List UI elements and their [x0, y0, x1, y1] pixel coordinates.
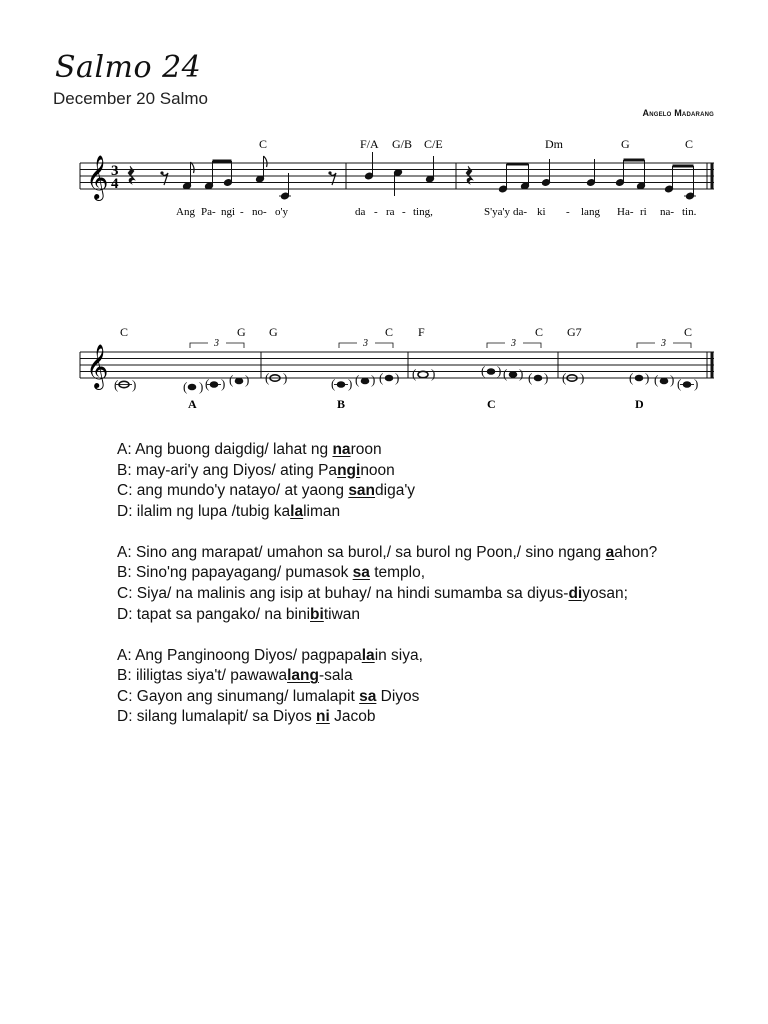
- time-signature: [111, 163, 119, 192]
- svg-text:(: (: [412, 366, 417, 381]
- page-title: Salmo 24: [55, 50, 202, 85]
- verse-line: B: may-ari'y ang Diyos/ ating Panginoon: [117, 461, 395, 479]
- accent-syllable: a: [605, 543, 615, 561]
- lyric-syllable: ra: [386, 206, 395, 218]
- lyric-syllable: S'ya'y: [484, 206, 510, 218]
- svg-text:): ): [348, 376, 353, 391]
- verse-line: C: Siya/ na malinis ang isip at buhay/ na hindi sumamba sa diyus-diyosan;: [117, 584, 628, 602]
- tuplet-brackets: [190, 343, 691, 348]
- lyric-hyphen: -: [566, 206, 570, 218]
- line1-chord-symbols: [259, 137, 693, 151]
- svg-text:(: (: [183, 379, 188, 394]
- lyric-syllable: da-: [513, 206, 528, 218]
- section-labels: [188, 397, 644, 411]
- svg-text:(: (: [379, 370, 384, 385]
- note: [487, 369, 495, 375]
- chord-symbol: G7: [567, 325, 582, 339]
- accent-syllable: di: [568, 584, 583, 602]
- line2-notes: [114, 363, 698, 394]
- note: [361, 378, 369, 384]
- chord-symbol: Dm: [545, 137, 563, 151]
- eighth-rest: [162, 173, 168, 185]
- svg-text:(: (: [205, 376, 210, 391]
- composer-credit: Angelo Madarang: [642, 108, 714, 118]
- chord-symbol: C: [684, 325, 693, 339]
- chord-symbol: G: [269, 325, 278, 339]
- verse-line: B: ililigtas siya't/ pawawalang-sala: [117, 667, 353, 685]
- chord-symbol: F/A: [360, 137, 379, 151]
- tuplet-number: 3: [511, 338, 516, 349]
- verse-line: C: Gayon ang sinumang/ lumalapit sa Diyos: [117, 687, 420, 705]
- page-subtitle: December 20 Salmo: [53, 89, 208, 108]
- lyric-hyphen: -: [374, 206, 378, 218]
- time-signature-top: 3: [111, 163, 119, 179]
- svg-text:(: (: [528, 370, 533, 385]
- svg-text:(: (: [265, 370, 270, 385]
- svg-text:): ): [645, 370, 650, 385]
- lyric-syllable: ri: [640, 206, 647, 218]
- stanza-2: [117, 543, 657, 625]
- lyric-syllable: ki: [537, 206, 546, 218]
- svg-text:): ): [431, 366, 436, 381]
- note: [635, 375, 643, 381]
- whole-note: [418, 371, 428, 377]
- svg-text:(: (: [229, 372, 234, 387]
- chord-symbol: C: [385, 325, 394, 339]
- quarter-rest: [466, 166, 473, 184]
- verse-line: C: ang mundo'y natayo/ at yaong sandiga'y: [117, 482, 416, 500]
- chord-symbol: C: [535, 325, 544, 339]
- section-label-d: D: [635, 397, 644, 411]
- note: [385, 375, 393, 381]
- treble-clef-icon: 𝄞: [86, 344, 109, 388]
- chord-symbol: C: [685, 137, 694, 151]
- eighth-rest: [330, 173, 336, 185]
- lyric-syllable: ngi: [221, 206, 236, 218]
- section-label-c: C: [487, 397, 496, 411]
- svg-text:): ): [694, 376, 699, 391]
- accent-syllable: san: [348, 482, 376, 500]
- accent-syllable: ngi: [337, 461, 361, 479]
- svg-text:(: (: [355, 372, 360, 387]
- svg-text:): ): [395, 370, 400, 385]
- chord-symbol: C/E: [424, 137, 443, 151]
- svg-text:(: (: [629, 370, 634, 385]
- lyric-syllable: Pa-: [201, 206, 216, 218]
- svg-text:): ): [283, 370, 288, 385]
- quarter-rest: [128, 166, 135, 184]
- line1-lyrics: [176, 206, 697, 218]
- svg-text:(: (: [503, 366, 508, 381]
- chord-symbol: F: [418, 325, 425, 339]
- chord-symbol: G: [237, 325, 246, 339]
- lyric-syllable: no-: [252, 206, 267, 218]
- verse-line: A: Ang Panginoong Diyos/ pagpapalain siya,: [117, 646, 423, 664]
- chord-symbol: G: [621, 137, 630, 151]
- svg-text:(: (: [562, 370, 567, 385]
- lyric-hyphen: -: [402, 206, 406, 218]
- lyric-syllable: lang: [581, 206, 600, 218]
- svg-text:): ): [199, 379, 204, 394]
- sheet-music: [0, 0, 768, 430]
- lyric-syllable: Ang: [176, 206, 195, 218]
- accent-syllable: na: [332, 441, 351, 458]
- lyric-hyphen: -: [240, 206, 244, 218]
- svg-text:(: (: [331, 376, 336, 391]
- lyric-syllable: na-: [660, 206, 675, 218]
- accent-syllable: bi: [310, 605, 324, 623]
- svg-text:): ): [580, 370, 585, 385]
- note: [660, 378, 668, 384]
- accent-syllable: sa: [359, 687, 377, 705]
- svg-text:(: (: [654, 372, 659, 387]
- chord-symbol: C: [259, 137, 268, 151]
- note-flag: [191, 162, 195, 173]
- lyric-syllable: ting,: [413, 206, 433, 218]
- note: [534, 375, 542, 381]
- accent-syllable: sa: [352, 564, 370, 582]
- svg-text:): ): [221, 376, 226, 391]
- paren-open: (: [114, 377, 119, 392]
- note: [188, 384, 196, 390]
- svg-text:): ): [371, 372, 376, 387]
- verse-line: D: tapat sa pangako/ na binibitiwan: [117, 605, 360, 623]
- verse-line: A: Ang buong daigdig/ lahat ng naroon: [117, 441, 382, 458]
- staff-lines: [80, 163, 714, 378]
- verse-line: B: Sino'ng papayagang/ pumasok sa templo,: [117, 564, 426, 582]
- treble-clef-icon: 𝄞: [86, 155, 109, 199]
- section-label-a: A: [188, 397, 197, 411]
- verse-line: D: silang lumalapit/ sa Diyos ni Jacob: [117, 708, 376, 726]
- svg-text:(: (: [481, 363, 486, 378]
- section-label-b: B: [337, 397, 346, 411]
- verse-text: [117, 440, 657, 748]
- verse-line: D: ilalim ng lupa /tubig kalaliman: [117, 502, 341, 520]
- svg-text:): ): [544, 370, 549, 385]
- tuplet-number: 3: [363, 338, 368, 349]
- barlines: [80, 163, 712, 378]
- line2-chord-symbols: [120, 325, 692, 339]
- stanza-1: [117, 440, 657, 522]
- note: [509, 372, 517, 378]
- tuplet-number: 3: [661, 338, 666, 349]
- lyric-syllable: o'y: [275, 206, 288, 218]
- svg-text:): ): [245, 372, 250, 387]
- lyric-syllable: Ha-: [617, 206, 634, 218]
- chord-symbol: G/B: [392, 137, 413, 151]
- stanza-3: [117, 646, 657, 728]
- time-signature-bottom: 4: [111, 176, 119, 192]
- svg-text:(: (: [677, 376, 682, 391]
- accent-syllable: lang: [287, 667, 319, 685]
- accent-syllable: ni: [316, 708, 330, 726]
- chord-symbol: C: [120, 325, 129, 339]
- tuplet-number: 3: [214, 338, 219, 349]
- tuplet-numbers: [213, 338, 666, 349]
- lyric-syllable: da: [355, 206, 366, 218]
- note: [235, 378, 243, 384]
- accent-syllable: la: [290, 502, 304, 520]
- svg-text:): ): [519, 366, 524, 381]
- paren-close: ): [132, 377, 137, 392]
- verse-line: A: Sino ang marapat/ umahon sa burol,/ sa burol ng Poon,/ sino ngang aahon?: [117, 543, 658, 561]
- svg-text:): ): [670, 372, 675, 387]
- svg-text:): ): [497, 363, 502, 378]
- accent-syllable: la: [361, 646, 375, 664]
- lyric-syllable: tin.: [682, 206, 697, 218]
- eighth-rest-dot: [160, 171, 163, 174]
